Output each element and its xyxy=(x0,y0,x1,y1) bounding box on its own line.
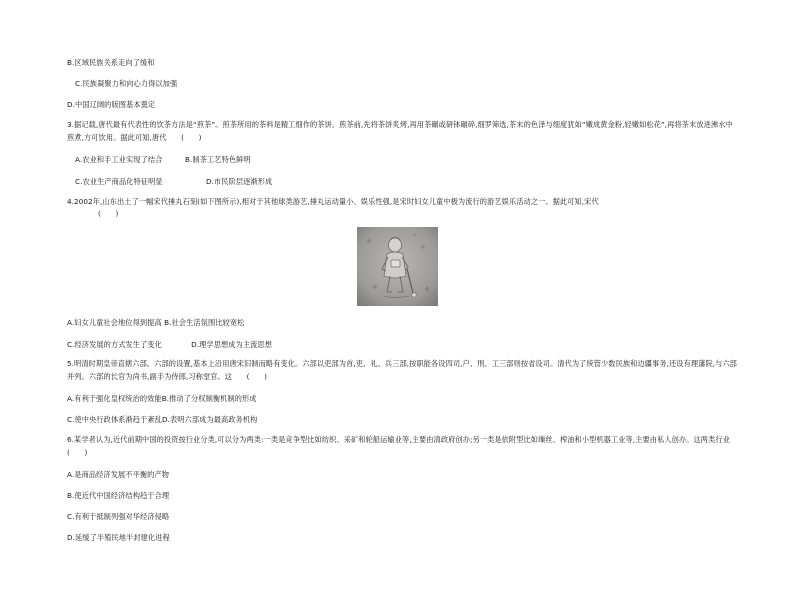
q5-option-cd: C.使中央行政体系渐趋于紊乱D.表明六部成为最高政务机构 xyxy=(67,415,258,424)
stone-relief-figure xyxy=(357,227,438,306)
q5-stem: 5.明清时期皇帝直辖六部。六部的设置,基本上沿用唐宋旧制而略有变化。六部以吏部为首,吏、礼、兵三部,按职能各设四司,户、刑、工三部则按省设司。清代为了统管少数民族和边疆事务,还设有理藩院,与六部并列。六部的长官为尚书,副手为侍郎,习称堂官。这 ( ) xyxy=(67,359,737,381)
q4-option-cd: C.经济发展的方式发生了变化 D.理学思想成为主流思想 xyxy=(67,340,273,349)
q6-option-d: D.延缓了半殖民地半封建化进程 xyxy=(67,533,170,542)
q4-answer-paren: ( ) xyxy=(98,209,119,218)
q2-option-d: D.中国辽阔的版图基本奠定 xyxy=(67,100,156,109)
q6-option-c: C.有利于抵制列强对华经济侵略 xyxy=(67,512,170,521)
q6-option-b: B.使近代中国经济结构趋于合理 xyxy=(67,491,170,500)
q4-option-ab: A.妇女儿童社会地位得到提高 B.社会生活氛围比较宽松 xyxy=(67,318,245,327)
q3-option-d: D.市民阶层逐渐形成 xyxy=(206,177,273,186)
q5-option-ab: A.有利于强化皇权统治的效能B.推动了分权制衡机制的形成 xyxy=(67,394,257,403)
q3-option-c: C.农业生产商品化特征明显 xyxy=(75,177,163,186)
q3-option-a: A.农业和手工业实现了结合 xyxy=(75,155,163,164)
q2-option-b: B.区域民族关系走向了缓和 xyxy=(67,58,155,67)
q4-stem: 4.2002年,山东出土了一幅宋代捶丸石刻(如下图所示),相对于其他球类游艺,捶丸运动量小、娱乐性强,是宋时妇女儿童中极为流行的游艺娱乐活动之一。据此可知,宋代 xyxy=(67,197,599,206)
q3-option-b: B.制茶工艺特色鲜明 xyxy=(185,155,251,164)
song-stone-carving-image xyxy=(357,227,438,306)
q2-option-c: C.民族凝聚力和向心力得以加强 xyxy=(75,79,178,88)
q3-stem: 3.据记载,唐代最有代表性的饮茶方法是“煎茶”。煎茶所用的茶料是精工细作的茶饼。煎茶前,先将茶饼炙烤,再用茶碾或研钵碾碎,细罗筛选,茶末的色泽与细度犹如“嫩成黄金粉,轻嫩如松花”,再将茶末放进沸水中煎煮,方可饮用。据此可知,唐代 ( ) xyxy=(67,120,733,142)
q6-option-a: A.是商品经济发展不平衡的产物 xyxy=(67,470,170,479)
q6-stem: 6.某学者认为,近代前期中国的投资按行业分类,可以分为两类:一类是竞争型比如纺织、采矿和轮船运输业等,主要由清政府创办;另一类是依附型比如缫丝、榨油和小型机器工业等,主要由私人创办。这两类行业 ( ) xyxy=(67,435,745,457)
